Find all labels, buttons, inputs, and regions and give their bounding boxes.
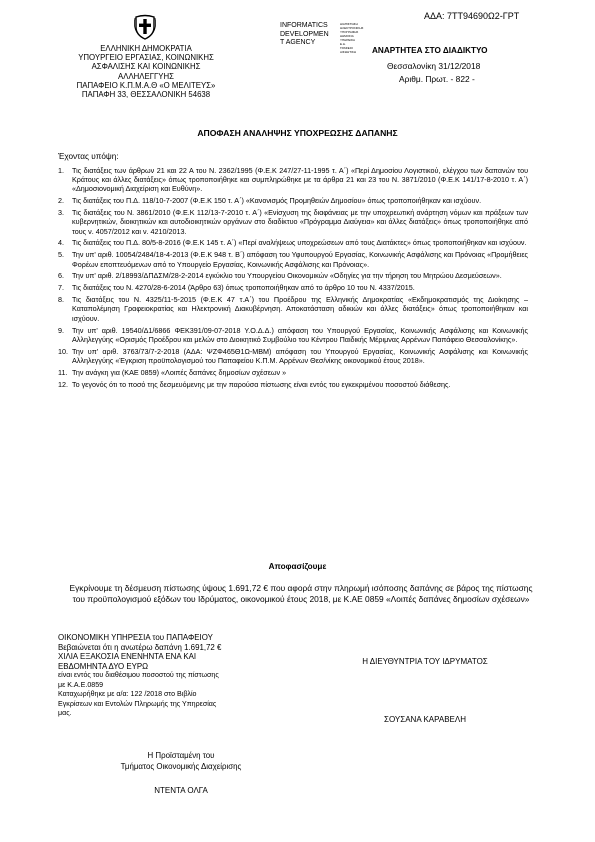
item-text: Τις διατάξεις των άρθρων 21 και 22 Α του Ν. 2362/1995 (Φ.Ε.Κ 247/27-11-1995 τ. Α΄) «Περί Δημοσίου Λογιστικού, ελέγχου των δαπανών του Κράτους και άλλες διατάξεις» όπως τροποποιήθηκε και συμπληρώθηκε με τα άρθρα 21 και 23 του Ν. 3871/2010 (Φ.Ε.Κ 141/17-8-2010 τ. Α΄) «Δημοσιονομική Διαχείριση και Ευθύνη».	[72, 166, 528, 194]
item-text: Την υπ' αριθ. 10054/2484/18-4-2013 (Φ.Ε.Κ 948 τ. Β΄) απόφαση του Υφυπουργού Εργασίας, Κοινωνικής Ασφάλισης και Πρόνοιας «Προμήθειες Φορέων εποπτευόμενων από το Υπουργείο Εργασίας, Κοινωνικής Ασφάλισης και Πρόνοιας».	[72, 250, 528, 269]
legal-basis-item	[58, 368, 528, 377]
item-text: Την υπ' αριθ. 2/18993/ΔΠΔΣΜ/28-2-2014 εγκύκλιο του Υπουργείου Οικονομικών «Οδηγίες για την τήρηση του Μητρώου Δεσμεύσεων».	[72, 271, 502, 281]
finance-line: με Κ.Α.Ε.0859	[58, 680, 104, 689]
legal-basis-item	[58, 347, 528, 365]
item-number: 11.	[58, 367, 68, 377]
item-number: 5.	[58, 250, 64, 260]
document-title: ΑΠΟΦΑΣΗ ΑΝΑΛΗΨΗΣ ΥΠΟΧΡΕΩΣΗΣ ΔΑΠΑΝΗΣ	[197, 128, 398, 138]
head-finance-block	[86, 750, 276, 772]
item-text: Τις διατάξεις του Ν. 4270/28-6-2014 (Άρθρο 63) όπως τροποποιήθηκαν από το άρθρο 10 του Ν. 4337/2015.	[72, 283, 415, 293]
agency-small-line: Ε.Δ.	[340, 42, 346, 46]
greek-emblem-icon	[134, 14, 156, 40]
finance-line: ΧΙΛΙΑ ΕΞΑΚΟΣΙΑ ΕΝΕΝΗΝΤΑ ΕΝΑ ΚΑΙ	[58, 652, 197, 661]
item-number: 3.	[58, 208, 64, 218]
agency-logo-line: INFORMATICS	[280, 22, 328, 29]
item-number: 4.	[58, 238, 64, 248]
item-text: Το γεγονός ότι το ποσό της δεσμευόμενης με την παρούσα πίστωσης είναι εντός του εγκεκριμένου ποσοστού διάθεσης.	[72, 379, 451, 389]
signatory-role: Η ΔΙΕΥΘΥΝΤΡΙΑ ΤΟΥ ΙΔΡΥΜΑΤΟΣ	[362, 657, 488, 666]
legal-basis-item	[58, 196, 528, 205]
legal-basis-item	[58, 250, 528, 268]
agency-small-line: ΑΙΣΘΗΤΙΚΗ	[340, 50, 357, 54]
agency-logo-line: T AGENCY	[280, 39, 316, 47]
legal-basis-item	[58, 326, 528, 344]
item-number: 7.	[58, 283, 64, 293]
item-number: 1.	[58, 166, 64, 175]
issuer-line: ΕΛΛΗΝΙΚΗ ΔΗΜΟΚΡΑΤΙΑ	[100, 44, 192, 53]
item-number: 12.	[58, 379, 68, 389]
item-number: 8.	[58, 295, 64, 305]
item-text: Την υπ' αριθ. 3763/73/7-2-2018 (ΑΔΑ: ΨΖΦ465Θ1Ω-ΜΒΜ) απόφαση του Υπουργού Εργασίας, Κοινωνικής Ασφάλισης και Κοινωνικής Αλληλεγγύης «Έγκριση προϋπολογισμού του Παπαφείου Κ.Π.Μ. Αρρένων Θεσ/νίκης οικονομικού έτους 2018».	[72, 346, 528, 365]
decide-heading: Αποφασίζουμε	[268, 562, 327, 571]
finance-line: μας.	[58, 709, 72, 717]
item-number: 9.	[58, 325, 64, 335]
issuer-line: ΥΠΟΥΡΓΕΙΟ ΕΡΓΑΣΙΑΣ, ΚΟΙΝΩΝΙΚΗΣ	[78, 53, 214, 63]
agency-small-line: ΓΡΑΦΕΙΟ	[340, 46, 353, 50]
finance-line: Εγκρίσεων και Εντολών Πληρωμής της Υπηρεσίας	[58, 699, 217, 708]
agency-small-line: ΔΙΑΠΙΣΤΩΣΗ	[340, 22, 358, 26]
legal-basis-item	[58, 283, 528, 292]
item-text: Την υπ' αριθ. 19540/Δ1/6866 ΦΕΚ391/09-07-2018 Υ.Ο.Δ.Δ.) απόφαση του Υπουργού Εργασίας, Κοινωνικής Ασφάλισης και Κοινωνικής Αλληλεγγύης «Ορισμός Προέδρου και μελών στο Διοικητικό Συμβούλιο του Κέντρου Παιδικής Μέριμνας Αρρένων Παπάφειο Θεσσαλονίκης».	[72, 325, 528, 344]
legal-basis-item	[58, 166, 528, 194]
item-number: 10.	[58, 346, 68, 356]
finance-line: ΕΒΔΟΜΗΝΤΑ ΔΥΟ ΕΥΡΩ	[58, 661, 149, 671]
agency-small-line: ΗΛΕΚΤΡΟΝΙΚΗΣ	[340, 26, 364, 30]
item-text: Την ανάγκη για (ΚΑΕ 0859) «Λοιπές δαπάνες δημοσίων σχέσεων »	[72, 367, 287, 377]
finance-line: Βεβαιώνεται ότι η ανωτέρω δαπάνη 1.691,72 €	[58, 642, 222, 652]
issuer-block	[62, 44, 230, 99]
issuer-line: ΠΑΠΑΦΗ 33, ΘΕΣΣΑΛΟΝΙΚΗ 54638	[81, 90, 211, 100]
having-regard: Έχοντας υπόψη:	[58, 152, 119, 161]
head-finance-title: Η Προϊσταμένη του	[147, 751, 215, 760]
item-number: 2.	[58, 196, 64, 206]
issuer-line: ΑΣΦΑΛΙΣΗΣ ΚΑΙ ΚΟΙΝΩΝΙΚΗΣ	[91, 62, 201, 72]
finance-line: Καταχωρήθηκε με α/α: 122 /2018 στο Βιβλίο	[58, 690, 197, 698]
legal-basis-item	[58, 295, 528, 323]
legal-basis-item	[58, 271, 528, 280]
head-finance-dept: Τμήματος Οικονομικής Διαχείρισης	[120, 762, 242, 771]
item-text: Τις διατάξεις του Π.Δ. 118/10-7-2007 (Φ.Ε.Κ 150 τ. Α΄) «Κανονισμός Προμηθειών Δημοσίου» όπως τροποποιήθηκαν και ισχύουν.	[72, 196, 482, 206]
item-number: 6.	[58, 271, 64, 281]
finance-line: είναι εντός του διαθέσιμου ποσοστού της πίστωσης	[58, 671, 219, 679]
item-text: Τις διατάξεις του Π.Δ. 80/5-8-2016 (Φ.Ε.Κ 145 τ. Α΄) «Περί αναλήψεως υποχρεώσεων από τους Διατάκτες» όπως τροποποιήθηκαν και ισχύουν.	[72, 238, 527, 248]
place-date: Θεσσαλονίκη 31/12/2018	[387, 61, 481, 71]
agency-small-line: ΔΗΜΟΣΙΑ	[340, 34, 354, 38]
legal-basis-item	[58, 208, 528, 236]
legal-basis-list	[58, 166, 528, 392]
issuer-line: ΠΑΠΑΦΕΙΟ Κ.Π.Μ.Α.Θ «Ο ΜΕΛΙΤΕΥΣ»	[76, 80, 216, 90]
agency-small-line: ΥΠΟΓΡΑΦΗΣ	[340, 30, 359, 34]
ada-number: ΑΔΑ: 7ΤΤ94690Ω2-ΓΡΤ	[424, 11, 520, 21]
item-text: Τις διατάξεις του Ν. 3861/2010 (Φ.Ε.Κ 112/13-7-2010 τ. Α΄) «Ενίσχυση της διαφάνειας με την υποχρεωτική ανάρτηση νόμων και πράξεων των κυβερνητικών, διοικητικών και αυτοδιοικητικών οργάνων στο διαδίκτυο «Πρόγραμμα Διαύγεια» και άλλες διατάξεις» όπως τροποποιήθηκε από τους ν. 4057/2012 και ν. 4210/2013.	[72, 208, 528, 236]
protocol-number: Αριθμ. Πρωτ. - 822 -	[399, 74, 475, 84]
issuer-line: ΑΛΛΗΛΕΓΓΥΗΣ	[118, 71, 174, 81]
decision-text: Εγκρίνουμε τη δέσμευση πίστωσης ύψους 1.691,72 € που αφορά στην πληρωμή ισόποσης δαπάνης σε βάρος της πίστωσης του προϋπολογισμού εξόδων του Ιδρύματος, οικονομικού έτους 2018, με Κ.ΑΕ 0859 «Λοιπές δαπάνες δημοσίων σχέσεων»	[69, 583, 533, 604]
posting-notice: ΑΝΑΡΤΗΤΕΑ ΣΤΟ ΔΙΑΔΙΚΤΥΟ	[372, 46, 488, 55]
finance-block	[58, 633, 298, 719]
legal-basis-item	[58, 238, 528, 247]
legal-basis-item	[58, 380, 528, 389]
item-text: Τις διατάξεις του Ν. 4325/11-5-2015 (Φ.Ε.Κ 47 τ.Α΄) του Προέδρου της Ελληνικής Δημοκρατίας «Εκδημοκρατισμός της Διοίκησης – Καταπολέμηση Γραφειοκρατίας και Ηλεκτρονική Διακυβέρνηση. Αποκατάσταση αδικιών και άλλες διατάξεις» όπως τροποποιήθηκαν και ισχύουν.	[72, 295, 528, 323]
signatory-name: ΣΟΥΣΑΝΑ ΚΑΡΑΒΕΛΗ	[384, 715, 466, 724]
finance-line: ΟΙΚΟΝΟΜΙΚΗ ΥΠΗΡΕΣΙΑ του ΠΑΠΑΦΕΙΟΥ	[58, 633, 213, 642]
head-finance-name: ΝΤΕΝΤΑ ΟΛΓΑ	[154, 786, 208, 795]
agency-logo	[280, 22, 340, 48]
agency-logo-line: DEVELOPMEN	[280, 30, 329, 38]
agency-small-line: ΥΠΗΡΕΣΙΑ	[340, 38, 356, 42]
